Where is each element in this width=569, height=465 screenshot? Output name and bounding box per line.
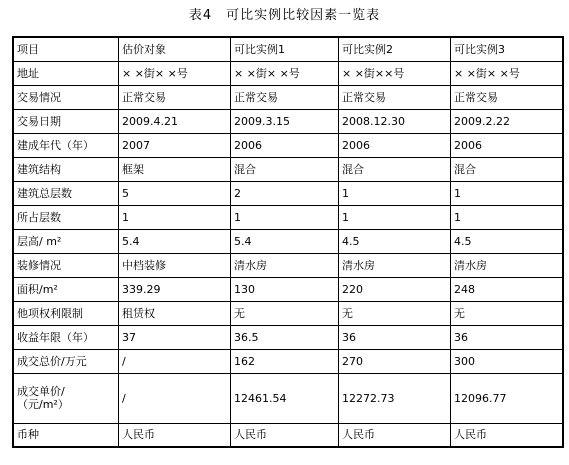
table-cell: 2009.3.15: [231, 109, 339, 133]
row-label: 面积/m²: [13, 277, 119, 301]
table-row: [13, 133, 563, 157]
table-row: [13, 301, 563, 325]
table-cell: 人民币: [231, 423, 339, 447]
row-label: 建筑结构: [13, 157, 119, 181]
row-label: 建成年代（年）: [13, 133, 119, 157]
table-cell: 270: [339, 349, 451, 373]
table-cell: 混合: [451, 157, 564, 181]
table-row: [13, 157, 563, 181]
table-cell: 正常交易: [339, 85, 451, 109]
table-cell: 220: [339, 277, 451, 301]
row-label: 收益年限（年）: [13, 325, 119, 349]
table-cell: 2007: [119, 133, 231, 157]
table-row: [13, 85, 563, 109]
row-label: [13, 373, 119, 423]
table-cell: 中档装修: [119, 253, 231, 277]
table-row: [13, 277, 563, 301]
table-cell: 36: [339, 325, 451, 349]
table-row: [13, 325, 563, 349]
table-cell: 1: [339, 205, 451, 229]
table-header-row: [13, 37, 563, 61]
table-cell: 清水房: [339, 253, 451, 277]
table-cell: 12272.73: [339, 373, 451, 423]
table-row: [13, 229, 563, 253]
table-cell: 36.5: [231, 325, 339, 349]
table-cell: 2008.12.30: [339, 109, 451, 133]
table-cell: /: [119, 349, 231, 373]
table-cell: 36: [451, 325, 564, 349]
table-cell: 2006: [231, 133, 339, 157]
row-label-line: （元/m²）: [17, 398, 69, 411]
table-cell: 130: [231, 277, 339, 301]
row-label: 建筑总层数: [13, 181, 119, 205]
table-cell: 1: [339, 181, 451, 205]
row-label: 地址: [13, 61, 119, 85]
table-title: 表4 可比实例比较因素一览表: [188, 8, 381, 23]
table-cell: 清水房: [451, 253, 564, 277]
table-cell: 1: [451, 205, 564, 229]
table-cell: 无: [231, 301, 339, 325]
table-cell: 300: [451, 349, 564, 373]
table-cell: 2009.4.21: [119, 109, 231, 133]
table-cell: 248: [451, 277, 564, 301]
table-cell: 无: [451, 301, 564, 325]
table-cell: 12461.54: [231, 373, 339, 423]
row-label: 成交总价/万元: [13, 349, 119, 373]
table-cell: 人民币: [339, 423, 451, 447]
table-row: [13, 423, 563, 447]
table-cell: 1: [231, 205, 339, 229]
table-cell: 12096.77: [451, 373, 564, 423]
table-row: [13, 181, 563, 205]
table-cell: 人民币: [451, 423, 564, 447]
table-cell: 2: [231, 181, 339, 205]
table-cell: 4.5: [339, 229, 451, 253]
row-label: 层高/ m²: [13, 229, 119, 253]
table-cell: 1: [451, 181, 564, 205]
comparison-table: [12, 36, 564, 448]
table-cell: 混合: [339, 157, 451, 181]
table-cell: 339.29: [119, 277, 231, 301]
table-cell: 无: [339, 301, 451, 325]
row-label: 所占层数: [13, 205, 119, 229]
table-cell: 1: [119, 205, 231, 229]
table-cell: 租赁权: [119, 301, 231, 325]
table-cell: 37: [119, 325, 231, 349]
table-row: [13, 253, 563, 277]
header-cell: 可比实例1: [231, 37, 339, 61]
header-cell: 可比实例2: [339, 37, 451, 61]
table-row: [13, 205, 563, 229]
header-cell: 可比实例3: [451, 37, 564, 61]
header-cell: 项目: [13, 37, 119, 61]
table-cell: 4.5: [451, 229, 564, 253]
table-row: [13, 349, 563, 373]
table-cell: 5.4: [231, 229, 339, 253]
table-row: [13, 109, 563, 133]
row-label: 交易情况: [13, 85, 119, 109]
table-cell: × ×街× ×号: [119, 61, 231, 85]
table-cell: 5: [119, 181, 231, 205]
table-cell: 清水房: [231, 253, 339, 277]
row-label-line: 成交单价/: [17, 385, 65, 398]
row-label: 装修情况: [13, 253, 119, 277]
table-cell: 5.4: [119, 229, 231, 253]
table-row: [13, 373, 563, 423]
row-label: 交易日期: [13, 109, 119, 133]
table-cell: 正常交易: [119, 85, 231, 109]
row-label: 他项权利限制: [13, 301, 119, 325]
table-cell: /: [119, 373, 231, 423]
table-cell: × ×街××号: [339, 61, 451, 85]
row-label: 币种: [13, 423, 119, 447]
table-cell: 2006: [339, 133, 451, 157]
table-cell: 2009.2.22: [451, 109, 564, 133]
table-cell: × ×街× ×号: [451, 61, 564, 85]
table-cell: 正常交易: [231, 85, 339, 109]
table-cell: 人民币: [119, 423, 231, 447]
table-cell: 2006: [451, 133, 564, 157]
table-cell: 混合: [231, 157, 339, 181]
header-cell: 估价对象: [119, 37, 231, 61]
table-cell: 框架: [119, 157, 231, 181]
table-cell: 正常交易: [451, 85, 564, 109]
table-cell: × ×街× ×号: [231, 61, 339, 85]
table-row: [13, 61, 563, 85]
table-cell: 162: [231, 349, 339, 373]
